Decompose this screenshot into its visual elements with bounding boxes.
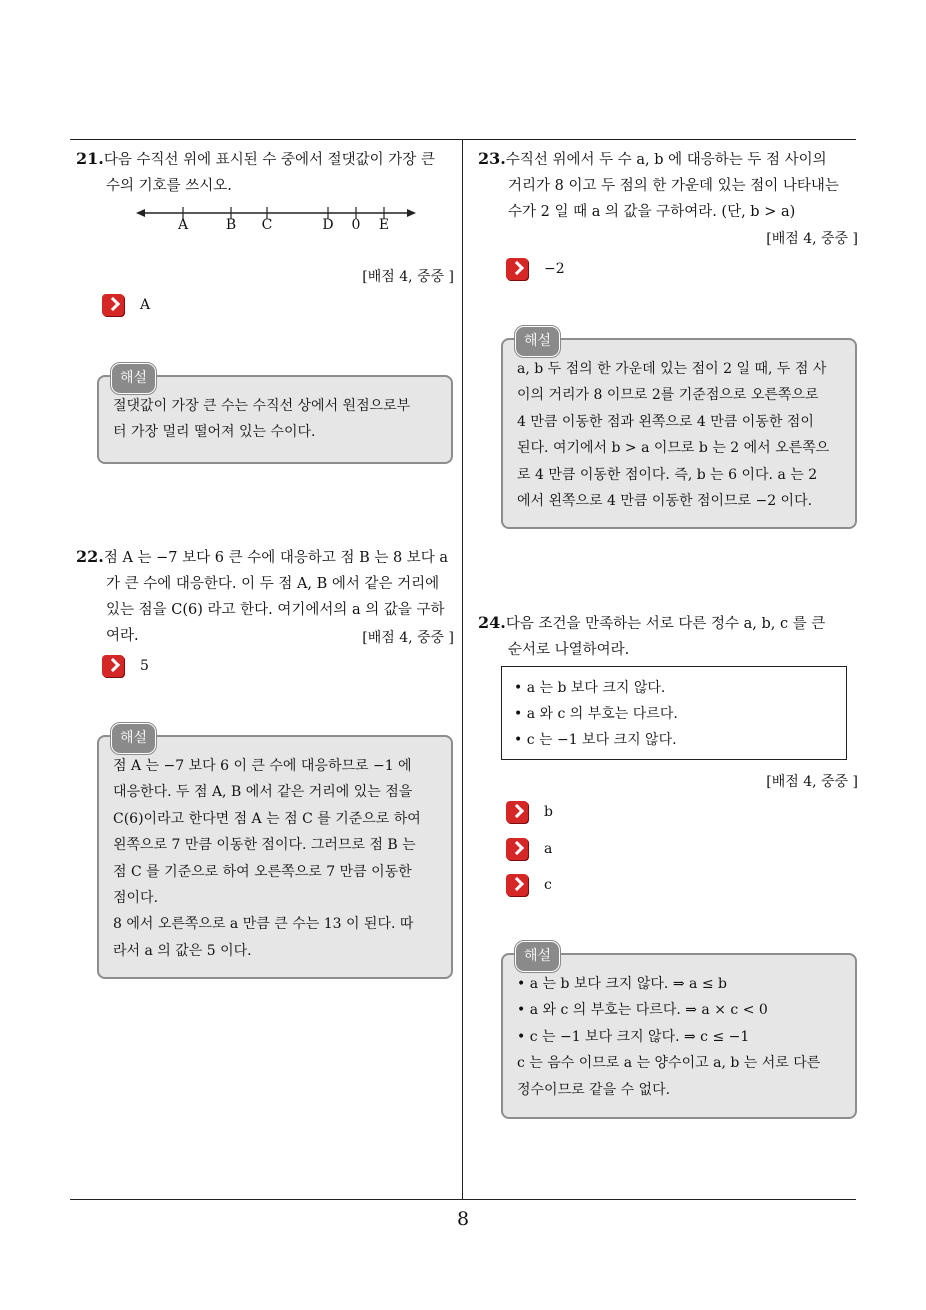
points-label: [배점 4, 중중 ] bbox=[362, 630, 454, 646]
question-text: 여라. bbox=[106, 628, 139, 644]
conditions-box bbox=[501, 666, 847, 760]
question-text: 점 A 는 −7 보다 6 큰 수에 대응하고 점 B 는 8 보다 a bbox=[103, 550, 449, 566]
answer-row bbox=[506, 874, 552, 896]
explanation-box bbox=[97, 730, 453, 979]
answer-text: b bbox=[544, 804, 553, 820]
explanation-line: c 는 음수 이므로 a 는 양수이고 a, b 는 서로 다른 bbox=[517, 1055, 821, 1072]
condition-item: • c 는 −1 보다 크지 않다. bbox=[514, 732, 677, 748]
question-23 bbox=[478, 146, 839, 225]
explanation-line: 터 가장 멀리 떨어져 있는 수이다. bbox=[113, 424, 316, 441]
question-line bbox=[76, 544, 448, 571]
explanation-line: 로 4 만큼 이동한 점이다. 즉, b 는 6 이다. a 는 2 bbox=[517, 466, 818, 483]
question-21 bbox=[76, 146, 435, 199]
question-24 bbox=[478, 610, 825, 663]
points-label: [배점 4, 중중 ] bbox=[362, 269, 454, 285]
question-number: 24. bbox=[478, 613, 506, 632]
explanation-line: 정수이므로 같을 수 없다. bbox=[517, 1081, 671, 1098]
question-number: 21. bbox=[76, 149, 104, 168]
answer-arrow-icon bbox=[506, 874, 528, 896]
explanation-line: 대응한다. 두 점 A, B 에서 같은 거리에 있는 점을 bbox=[113, 784, 413, 801]
condition-item: • a 와 c 의 부호는 다르다. bbox=[514, 706, 678, 722]
question-text: 다음 조건을 만족하는 서로 다른 정수 a, b, c 를 큰 bbox=[505, 616, 826, 632]
explanation-line: • a 와 c 의 부호는 다르다. ⇒ a × c < 0 bbox=[517, 1002, 768, 1019]
point-label-e: E bbox=[378, 217, 390, 233]
top-rule bbox=[70, 139, 856, 140]
point-label-c: C bbox=[261, 217, 273, 233]
explanation-box bbox=[501, 333, 857, 529]
bottom-rule bbox=[70, 1199, 856, 1200]
explanation-line: a, b 두 점의 한 가운데 있는 점이 2 일 때, 두 점 사 bbox=[517, 361, 827, 377]
condition-item: • a 는 b 보다 크지 않다. bbox=[514, 680, 666, 696]
explanation-box bbox=[97, 370, 453, 464]
explanation-line: 점 A 는 −7 보다 6 이 큰 수에 대응하므로 −1 에 bbox=[113, 758, 412, 774]
explanation-tag: 해설 bbox=[111, 723, 156, 754]
explanation-line: • c 는 −1 보다 크지 않다. ⇒ c ≤ −1 bbox=[517, 1028, 750, 1045]
question-text: 거리가 8 이고 두 점의 한 가운데 있는 점이 나타내는 bbox=[508, 178, 839, 194]
answer-arrow-icon bbox=[506, 801, 528, 823]
answer-row bbox=[102, 294, 150, 316]
answer-arrow-icon bbox=[506, 258, 528, 280]
explanation-line: 점 C 를 기준으로 하여 오른쪽으로 7 만큼 이동한 bbox=[113, 863, 412, 880]
page-number: 8 bbox=[456, 1208, 470, 1230]
column-divider bbox=[462, 139, 463, 1200]
explanation-line: 절댓값이 가장 큰 수는 수직선 상에서 원점으로부 bbox=[113, 398, 411, 414]
answer-text: c bbox=[544, 877, 552, 893]
answer-arrow-icon bbox=[506, 838, 528, 860]
explanation-box bbox=[501, 948, 857, 1119]
question-text: 가 큰 수에 대응한다. 이 두 점 A, B 에서 같은 거리에 bbox=[106, 576, 440, 592]
explanation-tag: 해설 bbox=[515, 326, 560, 357]
explanation-line: 라서 a 의 값은 5 이다. bbox=[113, 942, 252, 959]
question-line bbox=[76, 146, 435, 173]
point-label-a: A bbox=[177, 217, 189, 233]
explanation-line: C(6)이라고 한다면 점 A 는 점 C 를 기준으로 하여 bbox=[113, 810, 421, 827]
question-line bbox=[478, 146, 839, 173]
answer-text: −2 bbox=[544, 261, 565, 277]
explanation-line: 왼쪽으로 7 만큼 이동한 점이다. 그러므로 점 B 는 bbox=[113, 837, 416, 854]
answer-arrow-icon bbox=[102, 655, 124, 677]
explanation-tag: 해설 bbox=[111, 363, 156, 394]
answer-row bbox=[102, 655, 149, 677]
explanation-line: 4 만큼 이동한 점과 왼쪽으로 4 만큼 이동한 점이 bbox=[517, 413, 814, 430]
answer-text: a bbox=[544, 841, 553, 857]
question-number: 22. bbox=[76, 547, 104, 566]
answer-row bbox=[506, 801, 553, 823]
point-label-b: B bbox=[225, 217, 237, 233]
answer-text: A bbox=[140, 297, 151, 313]
explanation-line: 에서 왼쪽으로 4 만큼 이동한 점이므로 −2 이다. bbox=[517, 493, 813, 510]
answer-text: 5 bbox=[140, 658, 149, 674]
question-text: 다음 수직선 위에 표시된 수 중에서 절댓값이 가장 큰 bbox=[103, 152, 435, 168]
answer-row bbox=[506, 258, 565, 280]
explanation-line: 8 에서 오른쪽으로 a 만큼 큰 수는 13 이 된다. 따 bbox=[113, 916, 414, 933]
explanation-line: 이의 거리가 8 이므로 2를 기준점으로 오른쪽으로 bbox=[517, 387, 819, 404]
question-text: 있는 점을 C(6) 라고 한다. 여기에서의 a 의 값을 구하 bbox=[106, 602, 445, 618]
explanation-line: 된다. 여기에서 b > a 이므로 b 는 2 에서 오른쪽으 bbox=[517, 440, 830, 457]
point-label-d: D bbox=[322, 217, 334, 233]
explanation-line: • a 는 b 보다 크지 않다. ⇒ a ≤ b bbox=[517, 976, 727, 992]
question-line bbox=[478, 610, 825, 637]
answer-row bbox=[506, 838, 552, 860]
explanation-tag: 해설 bbox=[515, 941, 560, 972]
points-label: [배점 4, 중중 ] bbox=[766, 774, 858, 790]
number-line bbox=[136, 203, 416, 243]
question-text: 수가 2 일 때 a 의 값을 구하여라. (단, b > a) bbox=[508, 204, 796, 220]
explanation-line: 점이다. bbox=[113, 890, 159, 907]
question-text: 수의 기호를 쓰시오. bbox=[106, 178, 232, 194]
question-text: 순서로 나열하여라. bbox=[508, 642, 630, 658]
points-label: [배점 4, 중중 ] bbox=[766, 231, 858, 247]
origin-label: 0 bbox=[351, 217, 361, 233]
answer-arrow-icon bbox=[102, 294, 124, 316]
question-number: 23. bbox=[478, 149, 506, 168]
question-text: 수직선 위에서 두 수 a, b 에 대응하는 두 점 사이의 bbox=[505, 152, 827, 168]
